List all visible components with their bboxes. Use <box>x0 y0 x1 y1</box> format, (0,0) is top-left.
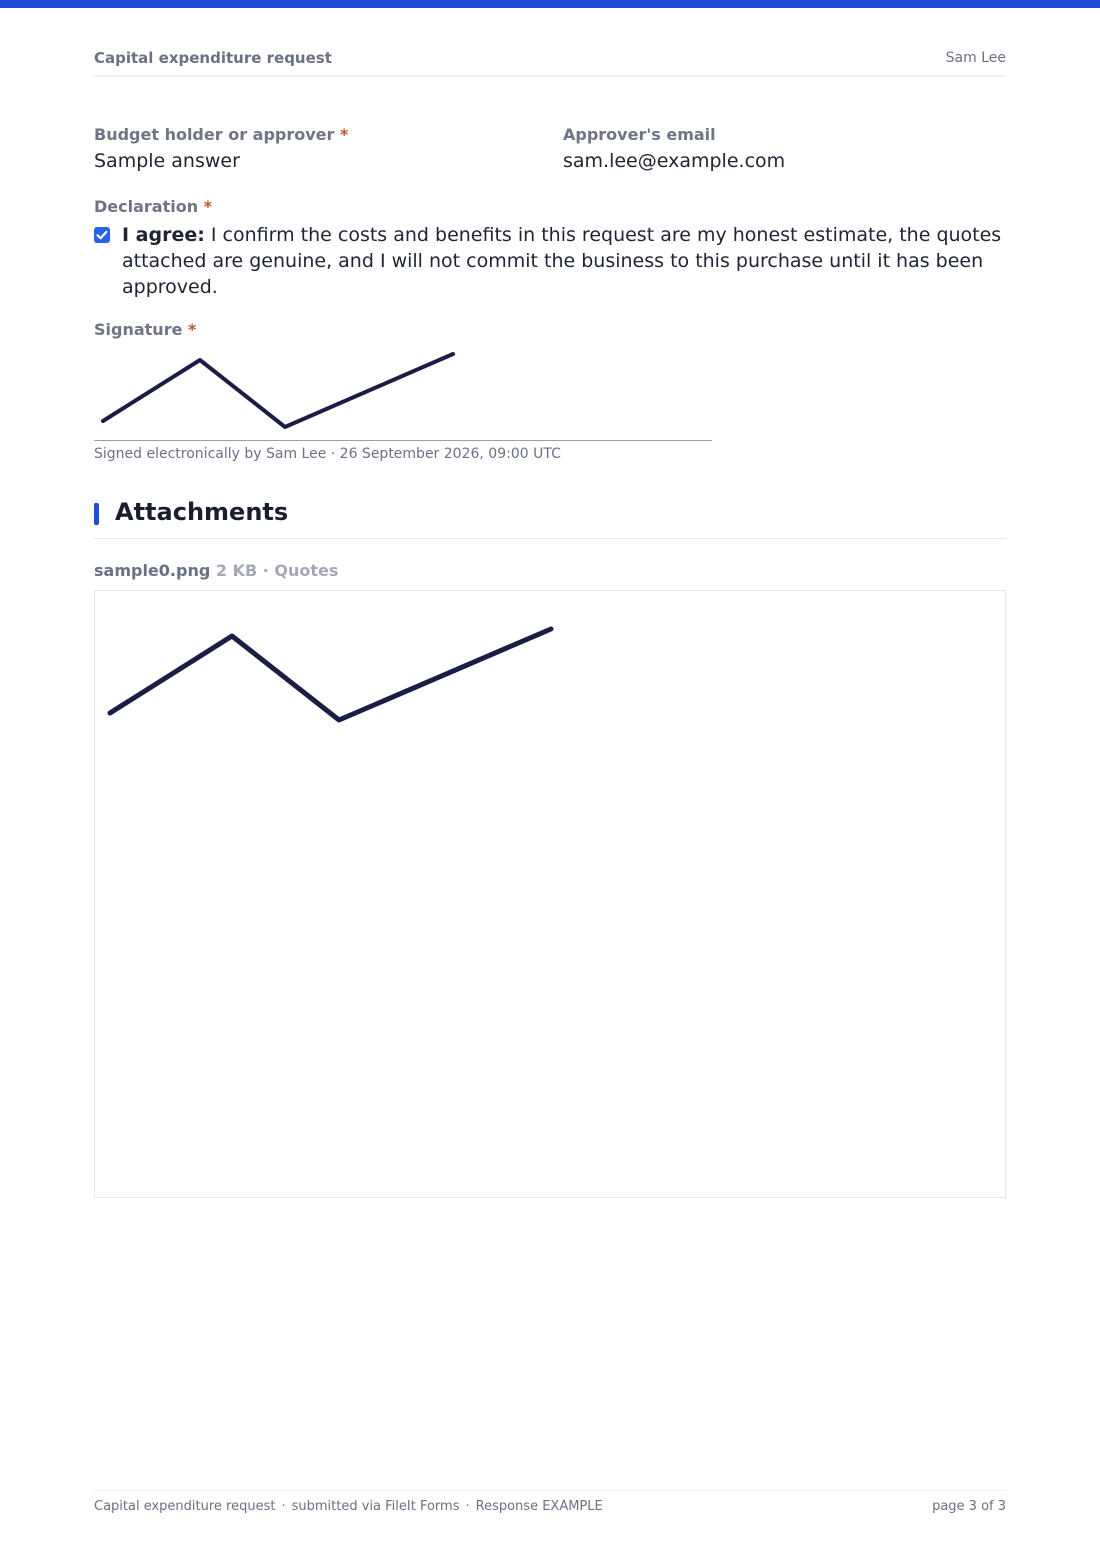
footer-response-id: Response EXAMPLE <box>475 1499 603 1514</box>
footer-submitted-via: submitted via FileIt Forms <box>291 1499 460 1514</box>
approver-email-value: sam.lee@example.com <box>563 150 786 172</box>
budget-holder-label <box>94 125 348 144</box>
signature-caption: Signed electronically by Sam Lee · 26 September 2026, 09:00 UTC <box>94 446 561 462</box>
declaration-checkbox[interactable] <box>94 227 110 243</box>
declaration-body: I confirm the costs and benefits in this request are my honest estimate, the quotes attached are genuine, and I will not commit the business to this purchase until it has been approved. <box>122 224 1002 298</box>
attachment-preview[interactable] <box>94 590 1006 1198</box>
required-mark: * <box>188 320 197 339</box>
signature-label-text: Signature <box>94 320 183 339</box>
agree-label: I agree: <box>122 224 205 246</box>
footer-form-name: Capital expenditure request <box>94 1499 276 1514</box>
attachment-image <box>95 591 1005 1197</box>
declaration-label-text: Declaration <box>94 197 199 216</box>
checkmark-icon <box>94 227 110 243</box>
declaration-label <box>94 197 212 216</box>
header-user-name: Sam Lee <box>945 50 1006 66</box>
signature-pad <box>94 345 712 441</box>
attachment-separator: · <box>262 561 269 580</box>
page-footer <box>94 1490 1006 1520</box>
signature-label <box>94 320 196 339</box>
required-mark: * <box>203 197 213 216</box>
attachment-category: Quotes <box>274 561 339 580</box>
budget-holder-value: Sample answer <box>94 150 240 172</box>
footer-separator: · <box>281 1499 286 1514</box>
page-header <box>94 47 1006 77</box>
section-accent-bar <box>94 503 99 525</box>
attachments-heading <box>94 498 1006 539</box>
attachments-title: Attachments <box>115 498 289 526</box>
attachment-filename[interactable]: sample0.png <box>94 561 211 580</box>
top-accent-bar <box>0 0 1100 8</box>
attachment-meta <box>94 561 338 580</box>
footer-separator: · <box>465 1499 470 1514</box>
approver-email-label-text: Approver's email <box>563 125 716 144</box>
budget-holder-label-text: Budget holder or approver <box>94 125 335 144</box>
document-title: Capital expenditure request <box>94 49 332 67</box>
approver-email-label <box>563 125 716 144</box>
footer-left <box>94 1499 603 1514</box>
declaration-statement <box>122 222 1006 300</box>
required-mark: * <box>339 125 349 144</box>
signature-drawing <box>94 345 712 441</box>
footer-page-number: page 3 of 3 <box>932 1499 1006 1514</box>
attachment-size: 2 KB <box>215 561 258 580</box>
